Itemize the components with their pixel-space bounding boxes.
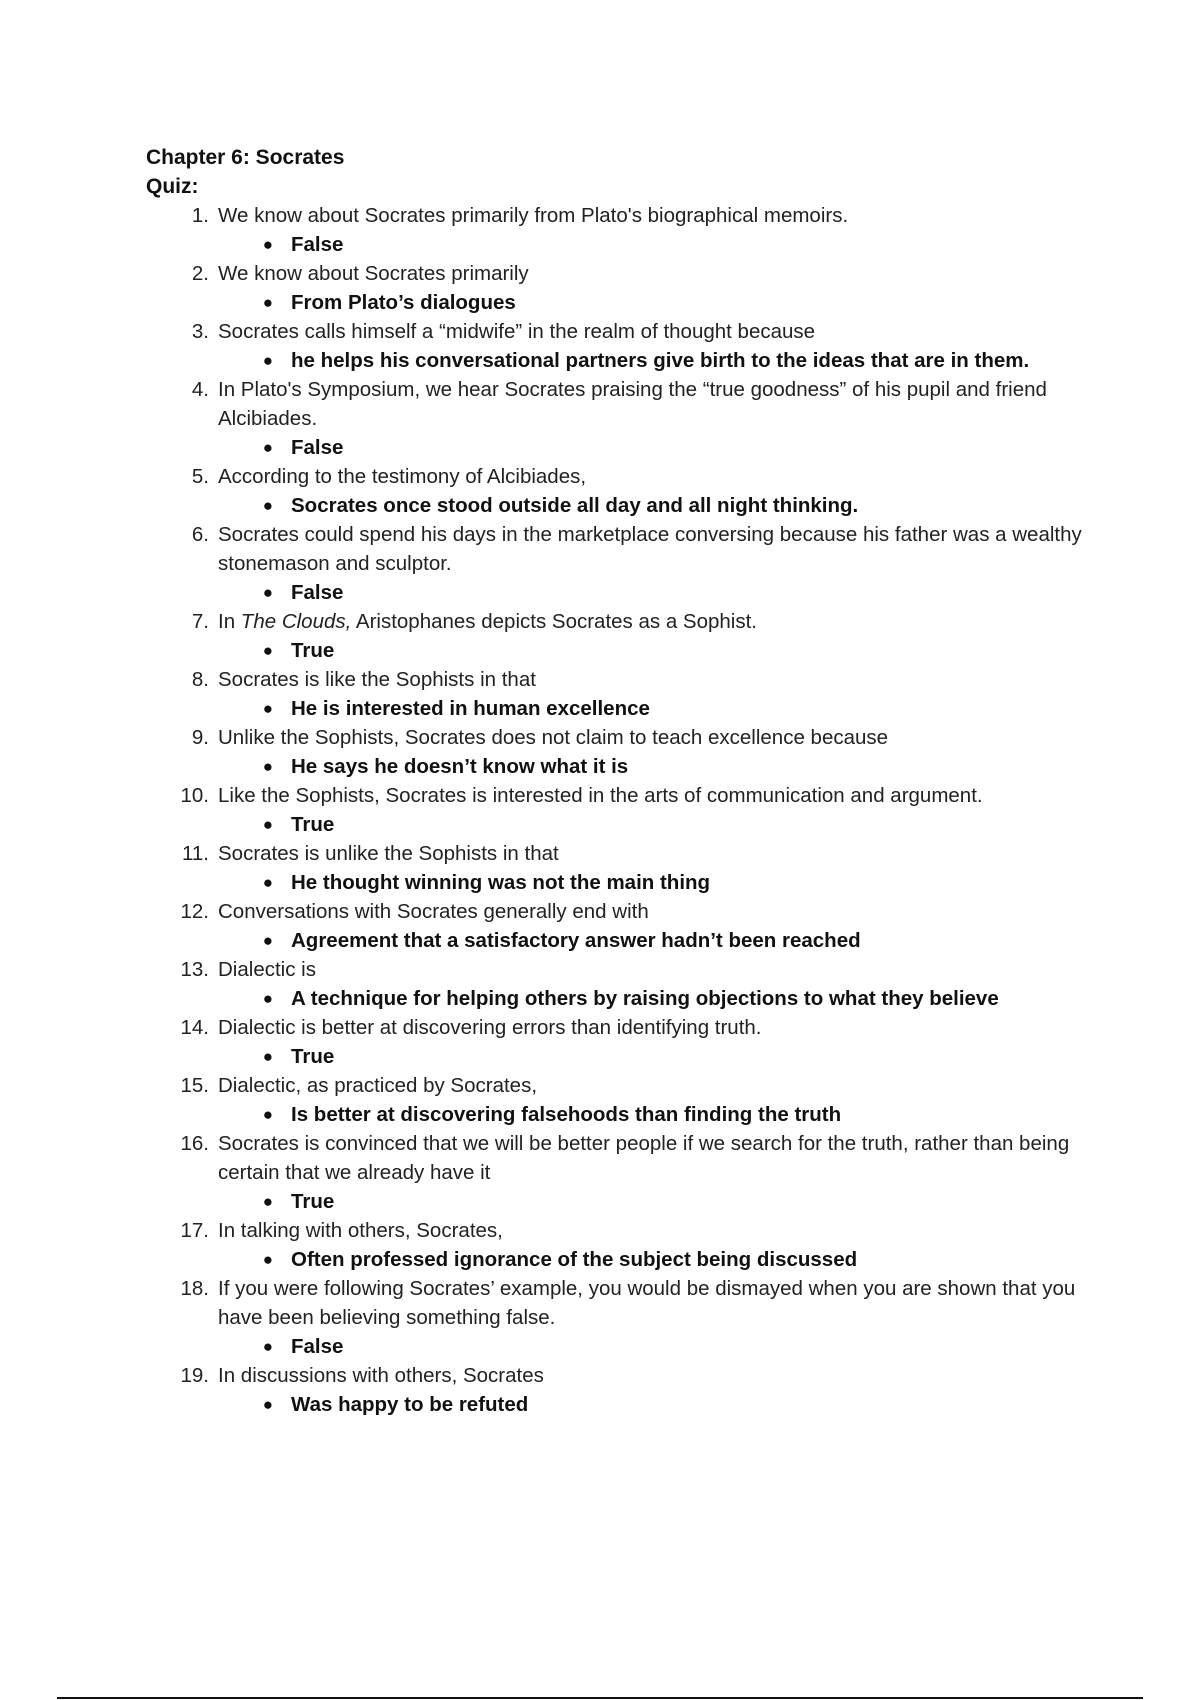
question-text-part: In Plato's Symposium, we hear Socrates praising the “true goodness” of his pupil and friend Alcibiades. [218,378,1047,430]
question-text [218,1274,1088,1332]
answer-row [146,1332,1106,1361]
answer-row [146,868,1106,897]
bullet-icon: ● [262,989,273,1008]
question-number: 8. [191,668,209,691]
question-text [218,1216,1088,1245]
answer-text: True [291,1045,335,1068]
question-row [146,955,1106,984]
question-text-part: Unlike the Sophists, Socrates does not claim to teach excellence because [218,726,889,749]
answer-row [146,1100,1106,1129]
question-row [146,375,1106,433]
question-row [146,839,1106,868]
question-text-part: We know about Socrates primarily from Plato's biographical memoirs. [218,204,849,227]
quiz-item [146,607,1106,665]
bullet-icon: ● [262,351,273,370]
answer-text: From Plato’s dialogues [291,291,516,314]
answer-row [146,1187,1106,1216]
question-number: 18. [180,1277,209,1300]
answer-text: False [291,436,344,459]
question-text-part: In [218,610,241,633]
question-text [218,259,1088,288]
quiz-item [146,520,1106,607]
answer-text: He thought winning was not the main thing [291,871,711,894]
answer-row [146,1042,1106,1071]
bullet-icon: ● [262,699,273,718]
answer-row [146,491,1106,520]
answer-row [146,230,1106,259]
question-number: 16. [180,1132,209,1155]
question-text [218,607,1088,636]
answer-row [146,1245,1106,1274]
question-row [146,723,1106,752]
question-number: 5. [191,465,209,488]
quiz-item [146,1274,1106,1361]
question-row [146,1129,1106,1187]
bullet-icon: ● [262,583,273,602]
answer-row [146,694,1106,723]
quiz-item [146,259,1106,317]
bullet-icon: ● [262,1337,273,1356]
bullet-icon: ● [262,1192,273,1211]
answer-text: He is interested in human excellence [291,697,650,720]
question-text [218,723,1088,752]
question-text [218,781,1088,810]
bullet-icon: ● [262,1395,273,1414]
answer-text: Socrates once stood outside all day and all night thinking. [291,494,859,517]
quiz-label: Quiz: [146,175,199,198]
question-number: 3. [191,320,209,343]
question-number: 11. [182,842,209,865]
question-row [146,1013,1106,1042]
quiz-item [146,897,1106,955]
question-text-part: Dialectic, as practiced by Socrates, [218,1074,538,1097]
question-number: 19. [180,1364,209,1387]
answer-row [146,288,1106,317]
quiz-item [146,1013,1106,1071]
work-title: The Clouds, [240,610,352,633]
question-row [146,665,1106,694]
quiz-item [146,375,1106,462]
bullet-icon: ● [262,496,273,515]
answer-text: False [291,581,344,604]
quiz-item [146,201,1106,259]
question-number: 9. [191,726,209,749]
question-row [146,607,1106,636]
quiz-item [146,1361,1106,1419]
answer-text: False [291,233,344,256]
question-text-part: Dialectic is [218,958,316,981]
bullet-icon: ● [262,235,273,254]
question-row [146,1216,1106,1245]
question-number: 2. [191,262,209,285]
question-number: 10. [180,784,209,807]
bullet-icon: ● [262,931,273,950]
question-text-part: Aristophanes depicts Socrates as a Sophist. [351,610,758,633]
question-text-part: Like the Sophists, Socrates is interested in the arts of communication and argument. [218,784,983,807]
bullet-icon: ● [262,641,273,660]
bullet-icon: ● [262,438,273,457]
bullet-icon: ● [262,815,273,834]
question-text [218,462,1088,491]
question-number: 7. [191,610,209,633]
quiz-item [146,665,1106,723]
document-content [146,143,1106,1419]
question-row [146,520,1106,578]
bullet-icon: ● [262,757,273,776]
question-text-part: Conversations with Socrates generally end with [218,900,649,923]
answer-text: Often professed ignorance of the subject being discussed [291,1248,858,1271]
answer-row [146,578,1106,607]
answer-row [146,810,1106,839]
question-text [218,375,1088,433]
question-number: 12. [180,900,209,923]
question-text [218,897,1088,926]
question-text [218,1129,1088,1187]
answer-row [146,346,1106,375]
answer-text: A technique for helping others by raising objections to what they believe [291,987,999,1010]
question-row [146,1071,1106,1100]
quiz-item [146,317,1106,375]
answer-row [146,433,1106,462]
question-number: 15. [180,1074,209,1097]
quiz-item [146,955,1106,1013]
question-row [146,259,1106,288]
question-row [146,201,1106,230]
quiz-item [146,723,1106,781]
answer-text: He says he doesn’t know what it is [291,755,629,778]
question-row [146,897,1106,926]
quiz-item [146,462,1106,520]
question-number: 1. [191,204,209,227]
question-number: 13. [180,958,209,981]
question-text [218,839,1088,868]
question-text-part: Socrates calls himself a “midwife” in the realm of thought because [218,320,816,343]
question-row [146,317,1106,346]
answer-row [146,752,1106,781]
answer-text: Is better at discovering falsehoods than finding the truth [291,1103,842,1126]
question-text-part: Socrates is unlike the Sophists in that [218,842,559,865]
question-number: 6. [191,523,209,546]
question-text [218,1361,1088,1390]
question-text [218,1071,1088,1100]
bullet-icon: ● [262,873,273,892]
question-row [146,462,1106,491]
bullet-icon: ● [262,293,273,312]
bullet-icon: ● [262,1105,273,1124]
answer-row [146,636,1106,665]
question-number: 17. [180,1219,209,1242]
question-row [146,781,1106,810]
answer-row [146,984,1106,1013]
question-text [218,520,1088,578]
answer-row [146,1390,1106,1419]
bullet-icon: ● [262,1047,273,1066]
question-text-part: Socrates is like the Sophists in that [218,668,536,691]
quiz-item [146,839,1106,897]
question-text-part: We know about Socrates primarily [218,262,529,285]
answer-text: True [291,639,335,662]
question-text [218,317,1088,346]
answer-text: True [291,1190,335,1213]
quiz-item [146,1216,1106,1274]
question-number: 4. [191,378,209,401]
question-text-part: Socrates is convinced that we will be better people if we search for the truth, rather than being certain that we already have it [218,1132,1070,1184]
question-text-part: If you were following Socrates’ example, you would be dismayed when you are shown that you have been believing something false. [218,1277,1076,1329]
question-text-part: In talking with others, Socrates, [218,1219,503,1242]
question-text-part: In discussions with others, Socrates [218,1364,544,1387]
answer-text: False [291,1335,344,1358]
question-text-part: Socrates could spend his days in the marketplace conversing because his father was a wealthy stonemason and sculptor. [218,523,1082,575]
question-number: 14. [180,1016,209,1039]
bullet-icon: ● [262,1250,273,1269]
question-text [218,955,1088,984]
bottom-rule [57,1697,1143,1699]
question-text-part: According to the testimony of Alcibiades, [218,465,587,488]
question-row [146,1361,1106,1390]
chapter-title: Chapter 6: Socrates [146,146,345,169]
answer-text: Was happy to be refuted [291,1393,529,1416]
answer-row [146,926,1106,955]
quiz-item [146,1071,1106,1129]
question-text [218,1013,1088,1042]
quiz-item [146,1129,1106,1216]
answer-text: Agreement that a satisfactory answer hadn’t been reached [291,929,861,952]
answer-text: he helps his conversational partners give birth to the ideas that are in them. [291,349,1030,372]
question-row [146,1274,1106,1332]
question-text [218,665,1088,694]
question-text [218,201,1088,230]
quiz-list [146,201,1106,1419]
quiz-item [146,781,1106,839]
question-text-part: Dialectic is better at discovering errors than identifying truth. [218,1016,762,1039]
answer-text: True [291,813,335,836]
